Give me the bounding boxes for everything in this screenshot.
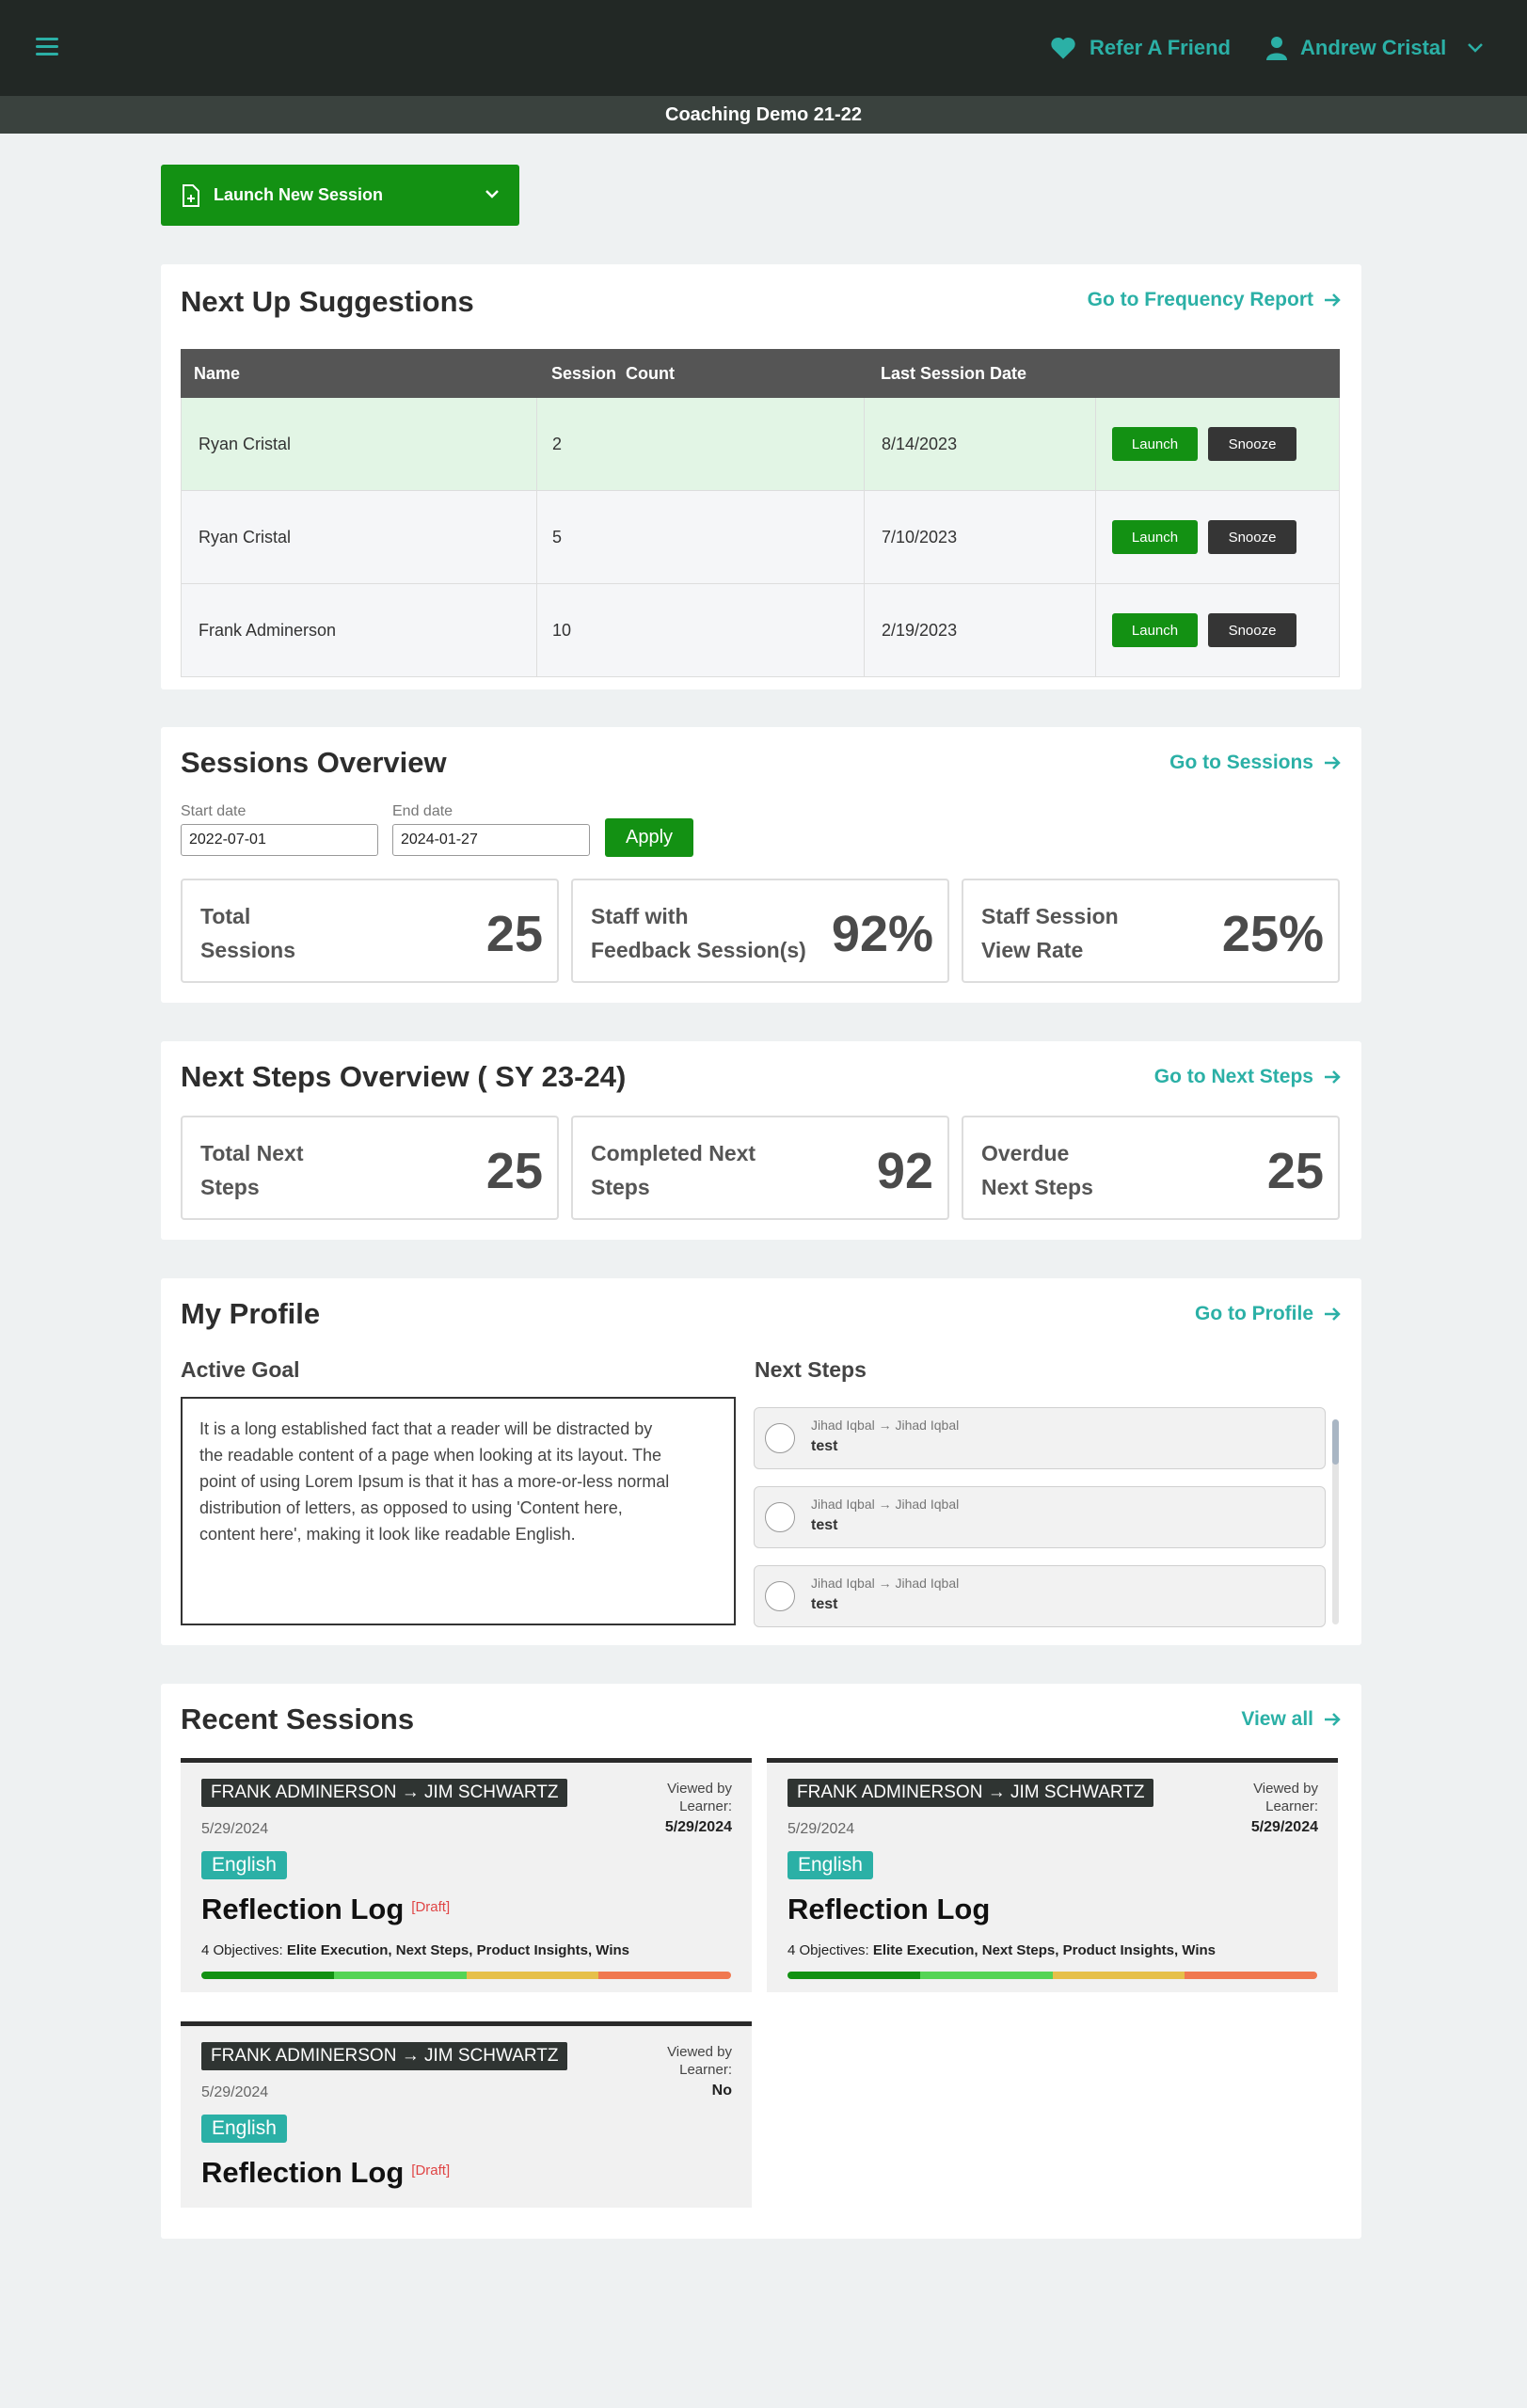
next-step-item[interactable] xyxy=(754,1486,1326,1548)
scrollbar-thumb[interactable] xyxy=(1332,1419,1339,1465)
stat-label-line2: Next Steps xyxy=(981,1175,1093,1199)
stat-total-next-steps xyxy=(181,1116,559,1220)
recent-session-card[interactable] xyxy=(181,1758,752,1992)
viewed-by-label: Viewed by xyxy=(667,1781,732,1797)
stat-label-line2: Steps xyxy=(200,1175,260,1199)
column-header-last-session-date: Last Session Date xyxy=(881,363,1027,383)
next-step-text: test xyxy=(811,1438,838,1454)
org-name-bar: Coaching Demo 21-22 xyxy=(0,96,1527,134)
next-steps-scrollbar[interactable] xyxy=(1332,1419,1339,1624)
suggestions-table xyxy=(181,349,1340,677)
draft-tag: [Draft] xyxy=(411,1899,451,1915)
viewed-by-label-2: Learner: xyxy=(679,2062,732,2078)
goal-line: content here', making it look like readable English. xyxy=(199,1525,576,1544)
go-to-sessions-label: Go to Sessions xyxy=(1169,752,1313,773)
chevron-down-icon xyxy=(484,185,501,202)
go-to-profile-label: Go to Profile xyxy=(1195,1303,1313,1324)
heart-icon xyxy=(1050,36,1076,60)
stat-value: 25% xyxy=(1221,906,1324,962)
session-date: 5/29/2024 xyxy=(201,2084,269,2100)
coach-learner-badge: FRANK ADMINERSON → JIM SCHWARTZ xyxy=(787,1779,1153,1807)
bar-segment xyxy=(334,1972,467,1979)
stat-value: 92% xyxy=(831,906,933,962)
objectives-label: Objectives: xyxy=(799,1942,869,1958)
viewed-value: 5/29/2024 xyxy=(664,1819,732,1835)
sessions-overview-card xyxy=(161,727,1361,1003)
top-nav-bar xyxy=(0,0,1527,96)
active-goal-text xyxy=(181,1397,736,1625)
stat-overdue-next-steps xyxy=(962,1116,1340,1220)
objectives-list: Elite Execution, Next Steps, Product Insights, Wins xyxy=(286,1942,629,1958)
snooze-button[interactable]: Snooze xyxy=(1208,520,1296,554)
stat-value: 92 xyxy=(876,1143,933,1199)
stat-label-line2: View Rate xyxy=(981,938,1084,962)
arrow-right-icon xyxy=(1323,1069,1342,1085)
refer-label: Refer A Friend xyxy=(1090,36,1231,59)
stat-value: 25 xyxy=(485,906,543,962)
recent-sessions-title: Recent Sessions xyxy=(181,1703,415,1735)
row-session-count: 2 xyxy=(537,398,865,490)
coach-learner-badge: FRANK ADMINERSON → JIM SCHWARTZ xyxy=(201,2042,567,2070)
language-badge: English xyxy=(201,1851,287,1879)
table-row xyxy=(181,398,1340,491)
draft-tag: [Draft] xyxy=(411,2162,451,2178)
next-step-text: test xyxy=(811,1517,838,1533)
bar-segment xyxy=(467,1972,599,1979)
session-title: Reflection Log xyxy=(787,1893,991,1925)
my-profile-title: My Profile xyxy=(181,1297,321,1330)
my-profile-card xyxy=(161,1278,1361,1645)
arrow-right-icon xyxy=(1323,754,1342,771)
objectives-progress-bar xyxy=(787,1972,1317,1979)
go-to-profile-link[interactable] xyxy=(1195,1303,1342,1325)
stat-label-line2: Sessions xyxy=(200,938,295,962)
viewed-by-label-2: Learner: xyxy=(1265,1798,1318,1814)
stat-label-line1: Staff with xyxy=(591,904,689,928)
sessions-overview-title: Sessions Overview xyxy=(181,746,447,779)
launch-new-session-label: Launch New Session xyxy=(214,185,384,204)
go-to-next-steps-link[interactable] xyxy=(1154,1066,1342,1088)
recent-sessions-card xyxy=(161,1684,1361,2239)
table-row xyxy=(181,491,1340,584)
frequency-report-label: Go to Frequency Report xyxy=(1087,289,1313,310)
session-title: Reflection Log xyxy=(201,1893,405,1925)
bar-segment xyxy=(1185,1972,1317,1979)
launch-button[interactable]: Launch xyxy=(1112,427,1198,461)
next-step-meta: Jihad Iqbal → Jihad Iqbal xyxy=(811,1497,960,1512)
table-header xyxy=(181,349,1340,398)
language-badge: English xyxy=(201,2115,287,2143)
bar-segment xyxy=(201,1972,334,1979)
launch-new-session-button[interactable] xyxy=(161,165,519,226)
apply-button[interactable]: Apply xyxy=(605,818,693,857)
objectives-list: Elite Execution, Next Steps, Product Insights, Wins xyxy=(872,1942,1216,1958)
launch-button[interactable]: Launch xyxy=(1112,520,1198,554)
column-header-name: Name xyxy=(194,363,241,383)
start-date-input[interactable]: 2022-07-01 xyxy=(181,824,378,856)
stat-staff-with-feedback xyxy=(571,879,949,983)
complete-radio[interactable] xyxy=(765,1423,795,1453)
bar-segment xyxy=(598,1972,731,1979)
row-name: Ryan Cristal xyxy=(182,491,537,583)
next-steps-title: Next Steps xyxy=(755,1357,867,1382)
objectives-count: 4 xyxy=(787,1942,796,1958)
launch-button[interactable]: Launch xyxy=(1112,613,1198,647)
language-badge: English xyxy=(787,1851,873,1879)
user-icon xyxy=(1266,36,1287,60)
session-date: 5/29/2024 xyxy=(787,1821,855,1837)
hamburger-menu-icon[interactable] xyxy=(36,36,62,58)
arrow-right-icon xyxy=(1323,1711,1342,1728)
next-step-meta: Jihad Iqbal → Jihad Iqbal xyxy=(811,1576,960,1591)
row-last-date: 7/10/2023 xyxy=(865,491,1096,583)
goal-line: point of using Lorem Ipsum is that it has a more-or-less normal xyxy=(199,1472,670,1491)
viewed-by-label: Viewed by xyxy=(1253,1781,1318,1797)
row-session-count: 10 xyxy=(537,584,865,676)
view-all-link[interactable] xyxy=(1241,1708,1342,1731)
go-to-frequency-report-link[interactable] xyxy=(1088,289,1342,311)
bar-segment xyxy=(787,1972,920,1979)
next-up-title: Next Up Suggestions xyxy=(181,285,474,318)
next-steps-overview-card xyxy=(161,1041,1361,1240)
viewed-value: No xyxy=(711,2083,732,2099)
session-title: Reflection Log xyxy=(201,2156,405,2189)
recent-session-card[interactable] xyxy=(767,1758,1338,1992)
goal-line: the readable content of a page when looking at its layout. The xyxy=(199,1446,662,1465)
row-name: Ryan Cristal xyxy=(182,398,537,490)
stat-label-line1: Completed Next xyxy=(591,1141,756,1165)
complete-radio[interactable] xyxy=(765,1581,795,1611)
goal-line: distribution of letters, as opposed to using 'Content here, xyxy=(199,1498,623,1517)
row-last-date: 2/19/2023 xyxy=(865,584,1096,676)
user-menu[interactable] xyxy=(1266,32,1484,64)
coach-learner-badge: FRANK ADMINERSON → JIM SCHWARTZ xyxy=(201,1779,567,1807)
bar-segment xyxy=(920,1972,1053,1979)
end-date-input[interactable]: 2024-01-27 xyxy=(392,824,590,856)
next-up-suggestions-card xyxy=(161,264,1361,689)
snooze-button[interactable]: Snooze xyxy=(1208,427,1296,461)
view-all-label: View all xyxy=(1241,1708,1313,1730)
bar-segment xyxy=(1053,1972,1185,1979)
objectives-count: 4 xyxy=(201,1942,210,1958)
viewed-by-label: Viewed by xyxy=(667,2044,732,2060)
column-header-session-count: Session Count xyxy=(551,363,676,383)
next-steps-overview-title: Next Steps Overview ( SY 23-24) xyxy=(181,1060,627,1093)
stat-label-line1: Staff Session xyxy=(981,904,1119,928)
stat-label-line1: Total xyxy=(200,904,251,928)
session-date: 5/29/2024 xyxy=(201,1821,269,1837)
go-to-sessions-link[interactable] xyxy=(1169,752,1342,774)
arrow-right-icon xyxy=(1323,1306,1342,1323)
row-session-count: 5 xyxy=(537,491,865,583)
viewed-by-label-2: Learner: xyxy=(679,1798,732,1814)
start-date-label: Start date xyxy=(181,803,247,819)
chevron-down-icon xyxy=(1467,42,1484,54)
user-name: Andrew Cristal xyxy=(1300,36,1447,59)
stat-value: 25 xyxy=(1266,1143,1324,1199)
active-goal-title: Active Goal xyxy=(181,1357,300,1382)
end-date-label: End date xyxy=(392,803,453,819)
stat-label-line1: Total Next xyxy=(200,1141,304,1165)
stat-total-sessions xyxy=(181,879,559,983)
new-document-icon xyxy=(182,184,200,207)
stat-label-line2: Steps xyxy=(591,1175,650,1199)
recent-session-card[interactable] xyxy=(181,2021,752,2208)
stat-value: 25 xyxy=(485,1143,543,1199)
go-to-next-steps-label: Go to Next Steps xyxy=(1153,1066,1313,1087)
next-step-item[interactable] xyxy=(754,1407,1326,1469)
stat-label-line2: Feedback Session(s) xyxy=(591,938,806,962)
next-step-text: test xyxy=(811,1596,838,1612)
row-name: Frank Adminerson xyxy=(182,584,537,676)
next-step-meta: Jihad Iqbal → Jihad Iqbal xyxy=(811,1418,960,1433)
refer-a-friend-link[interactable] xyxy=(1050,32,1231,64)
objectives-label: Objectives: xyxy=(213,1942,283,1958)
table-row xyxy=(181,584,1340,677)
stat-session-view-rate xyxy=(962,879,1340,983)
viewed-value: 5/29/2024 xyxy=(1250,1819,1318,1835)
stat-completed-next-steps xyxy=(571,1116,949,1220)
goal-line: It is a long established fact that a reader will be distracted by xyxy=(199,1419,653,1438)
next-step-item[interactable] xyxy=(754,1565,1326,1627)
stat-label-line1: Overdue xyxy=(981,1141,1070,1165)
arrow-right-icon xyxy=(1323,292,1342,309)
complete-radio[interactable] xyxy=(765,1502,795,1532)
objectives-progress-bar xyxy=(201,1972,731,1979)
snooze-button[interactable]: Snooze xyxy=(1208,613,1296,647)
row-last-date: 8/14/2023 xyxy=(865,398,1096,490)
